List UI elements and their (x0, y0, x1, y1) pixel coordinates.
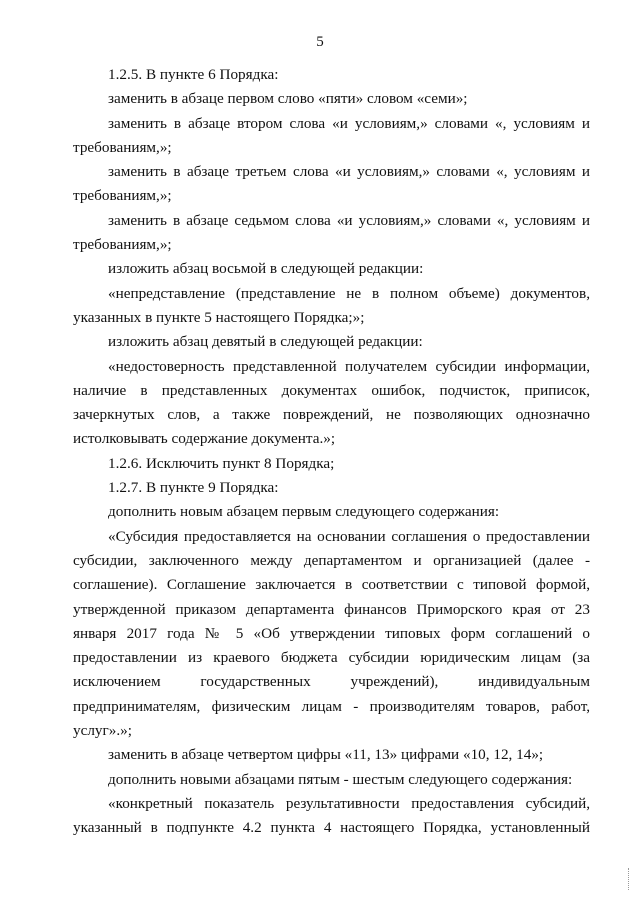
paragraph: «недостоверность представленной получателем субсидии информации, наличие в представленных документах ошибок, подчисток, приписок, зачеркнутых слов, а также повреждений, не позволяющих однозначно истолковывать содержание документа.»; (73, 357, 590, 448)
document-body (73, 63, 590, 841)
paragraph: изложить абзац девятый в следующей редакции: (108, 333, 423, 351)
paragraph: заменить в абзаце седьмом слова «и условиям,» словами «, условиям и требованиям,»; (73, 211, 590, 254)
paragraph: «непредставление (представление не в полном объеме) документов, указанных в пункте 5 настоящего Порядка;»; (73, 284, 590, 326)
paragraph: заменить в абзаце третьем слова «и условиям,» словами «, условиям и требованиям,»; (73, 163, 590, 205)
paragraph: 1.2.5. В пункте 6 Порядка: (108, 66, 279, 83)
paragraph: заменить в абзаце втором слова «и условиям,» словами «, условиям и требованиям,»; (73, 114, 590, 156)
paragraph: «Субсидия предоставляется на основании соглашения о предоставлении субсидии, заключенного между департаментом и организацией (далее - соглашение). Соглашение заключается в соответствии с типовой формой, утвержденной приказом департамента финансов Приморского края от 23 января 2017 года № 5 «Об утверждении типовых форм соглашений о предоставлении из краевого бюджета субсидии юридическим лицам (за исключением государственных учреждений), индивидуальным предпринимателям, физическим лицам - производителям товаров, работ, услуг».»; (73, 527, 590, 740)
scan-artifact (628, 868, 632, 890)
page-number: 5 (316, 34, 324, 50)
paragraph: 1.2.6. Исключить пункт 8 Порядка; (108, 454, 335, 472)
paragraph: дополнить новыми абзацами пятым - шестым следующего содержания: (108, 770, 573, 788)
paragraph: дополнить новым абзацем первым следующего содержания: (108, 503, 500, 521)
paragraph: «конкретный показатель результативности предоставления субсидий, указанный в подпункте 4.2 пункта 4 настоящего Порядка, установленный (73, 794, 590, 837)
paragraph: заменить в абзаце первом слово «пяти» словом «семи»; (108, 90, 468, 108)
paragraph: изложить абзац восьмой в следующей редакции: (108, 260, 424, 278)
paragraph: заменить в абзаце четвертом цифры «11, 13» цифрами «10, 12, 14»; (108, 746, 544, 764)
paragraph: 1.2.7. В пункте 9 Порядка: (108, 479, 279, 497)
